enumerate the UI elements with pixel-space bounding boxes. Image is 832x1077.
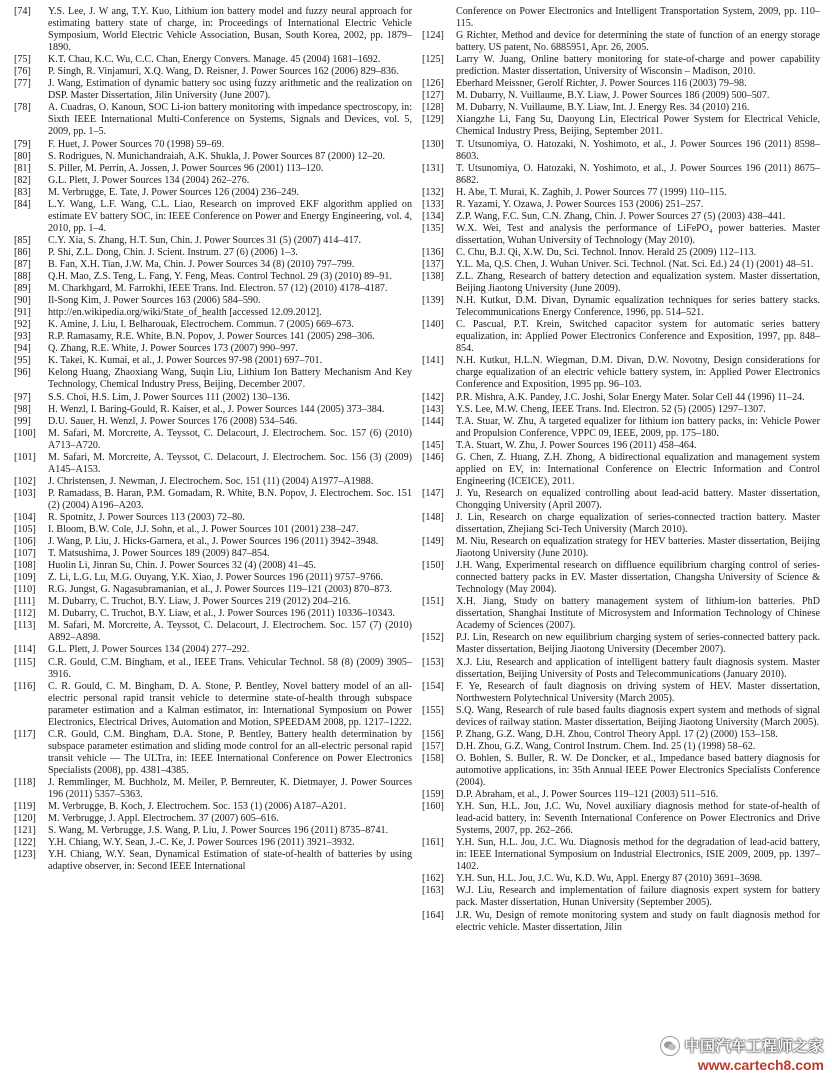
reference-text: Conference on Power Electronics and Intelligent Transportation System, 2009, pp. 110–115. [456, 6, 820, 30]
reference-text: T. Utsunomiya, O. Hatozaki, N. Yoshimoto, et al., J. Power Sources 196 (2011) 8598–8603. [456, 138, 820, 162]
reference-entry [14, 319, 412, 331]
reference-number: [87] [14, 258, 31, 270]
reference-text: M. Charkhgard, M. Farrokhi, IEEE Trans. Ind. Electron. 57 (12) (2010) 4178–4187. [48, 283, 388, 295]
reference-number: [150] [422, 560, 444, 572]
reference-entry [14, 657, 412, 681]
reference-text: T.A. Stuart, W. Zhu, J. Power Sources 196 (2011) 458–464. [456, 439, 697, 451]
reference-text: T. Matsushima, J. Power Sources 189 (2009) 847–854. [48, 548, 270, 560]
reference-text: R.G. Jungst, G. Nagasubramanian, et al., J. Power Sources 119–121 (2003) 870–873. [48, 584, 392, 596]
reference-text: Z.P. Wang, F.C. Sun, C.N. Zhang, Chin. J. Power Sources 27 (5) (2003) 438–441. [456, 210, 786, 222]
reference-text: K. Amine, J. Liu, I. Belharouak, Electrochem. Commun. 7 (2005) 669–673. [48, 319, 354, 331]
reference-text: M. Safari, M. Morcrette, A. Teyssot, C. Delacourt, J. Electrochem. Soc. 156 (3) (2009) A145–A153. [48, 451, 412, 475]
reference-number: [99] [14, 415, 31, 427]
reference-entry [422, 223, 820, 247]
reference-entry [422, 295, 820, 319]
reference-number: [138] [422, 271, 444, 283]
reference-entry [14, 596, 412, 608]
reference-entry [14, 102, 412, 138]
reference-number: [81] [14, 162, 31, 174]
reference-text: Y.H. Sun, H.L. Jou, J.C. Wu, Novel auxiliary diagnosis method for state-of-health of lead-acid battery, in: Seventh International Conference on Power Electronics and Drive Systems, 2007, pp. 262–266. [456, 801, 820, 837]
reference-entry [14, 199, 412, 235]
reference-entry [14, 163, 412, 175]
reference-entry [14, 620, 412, 644]
reference-text: D.U. Sauer, H. Wenzl, J. Power Sources 176 (2008) 534–546. [48, 415, 298, 427]
reference-text: Q. Zhang, R.E. White, J. Power Sources 173 (2007) 990–997. [48, 343, 298, 355]
reference-text: C.R. Gould, C.M. Bingham, et al., IEEE Trans. Vehicular Technol. 58 (8) (2009) 3905–3916. [48, 656, 412, 680]
reference-number: [164] [422, 909, 444, 921]
reference-number: [84] [14, 198, 31, 210]
reference-entry [14, 524, 412, 536]
reference-text: P. Zhang, G.Z. Wang, D.H. Zhou, Control Theory Appl. 17 (2) (2000) 153–158. [456, 728, 778, 740]
reference-number: [134] [422, 210, 444, 222]
reference-text: L.Y. Wang, L.F. Wang, C.L. Liao, Research on improved EKF algorithm applied on estimate EV battery SOC, in: IEEE Conference on Power and Energy Engineering, vol. 4, 2010, pp. 1–4. [48, 198, 412, 234]
reference-number: [163] [422, 885, 444, 897]
reference-entry [422, 78, 820, 90]
reference-number: [131] [422, 162, 444, 174]
reference-number: [94] [14, 343, 31, 355]
reference-entry [14, 729, 412, 777]
reference-number: [122] [14, 837, 36, 849]
reference-number: [157] [422, 740, 444, 752]
reference-entry [14, 404, 412, 416]
reference-entry [14, 560, 412, 572]
reference-text: K.T. Chau, K.C. Wu, C.C. Chan, Energy Convers. Manage. 45 (2004) 1681–1692. [48, 54, 381, 66]
reference-entry [14, 307, 412, 319]
reference-text: G. Chen, Z. Huang, Z.H. Zhong, A bidirectional equalization and management system applied on EV, in: International Conference on Electric Information and Control Engineering (ICEICE), 2011. [456, 451, 820, 487]
reference-entry [422, 885, 820, 909]
reference-number: [132] [422, 186, 444, 198]
reference-entry [14, 825, 412, 837]
reference-text: Z.L. Zhang, Research of battery detection and equalization system. Master dissertation, Beijing Jiaotong University (June 2009). [456, 271, 820, 295]
reference-entry [14, 428, 412, 452]
reference-text: W.J. Liu, Research and implementation of failure diagnosis expert system for battery pack. Master dissertation, Hunan University (September 2005). [456, 885, 820, 909]
reference-entry [422, 440, 820, 452]
reference-text: M. Verbrugge, E. Tate, J. Power Sources 126 (2004) 236–249. [48, 186, 299, 198]
reference-text: J. Remmlinger, M. Buchholz, M. Meiler, P. Bernreuter, K. Dietmayer, J. Power Sources 196 (2011) 5357–5363. [48, 777, 412, 801]
reference-number: [96] [14, 367, 31, 379]
reference-number: [79] [14, 138, 31, 150]
reference-number: [100] [14, 427, 36, 439]
reference-number: [129] [422, 114, 444, 126]
reference-number: [142] [422, 391, 444, 403]
reference-number: [159] [422, 789, 444, 801]
reference-entry [14, 416, 412, 428]
reference-entry [422, 596, 820, 632]
reference-text: S.S. Choi, H.S. Lim, J. Power Sources 111 (2002) 130–136. [48, 391, 290, 403]
reference-entry [422, 259, 820, 271]
reference-number: [158] [422, 752, 444, 764]
reference-entry [422, 187, 820, 199]
reference-text: D.H. Zhou, G.Z. Wang, Control Instrum. Chem. Ind. 25 (1) (1998) 58–62. [456, 740, 756, 752]
reference-text: Y.S. Lee, M.W. Cheng, IEEE Trans. Ind. Electron. 52 (5) (2005) 1297–1307. [456, 403, 766, 415]
reference-text: Y.H. Sun, H.L. Jou, J.C. Wu. Diagnosis method for the degradation of lead-acid battery, in: IEEE International Symposium on Industrial Electronics, ISIE 2009, 2009, pp. 1397–1402. [456, 837, 820, 873]
reference-entry [14, 777, 412, 801]
reference-number: [153] [422, 656, 444, 668]
reference-entry [422, 355, 820, 391]
reference-entry [422, 705, 820, 729]
reference-text: Il-Song Kim, J. Power Sources 163 (2006) 584–590. [48, 295, 261, 307]
reference-number: [120] [14, 813, 36, 825]
reference-entry [422, 657, 820, 681]
reference-text: X.J. Liu, Research and application of intelligent battery fault diagnosis system. Master dissertation, Beijing University of Posts and Telecommunications (January 2010). [456, 656, 820, 680]
reference-number: [89] [14, 283, 31, 295]
reference-number: [127] [422, 90, 444, 102]
reference-text: N.H. Kutkut, D.M. Divan, Dynamic equalization techniques for series battery stacks. Telecommunications Energy Conference, 1996, pp. 514–521. [456, 295, 820, 319]
reference-text: J. Wang, Estimation of dynamic battery soc using fuzzy arithmetic and the realization on DSP. Master Dissertation, Jilin University (June 2007). [48, 78, 412, 102]
reference-number: [106] [14, 536, 36, 548]
reference-number: [91] [14, 307, 31, 319]
reference-text: Y.H. Sun, H.L. Jou, J.C. Wu, K.D. Wu, Appl. Energy 87 (2010) 3691–3698. [456, 873, 763, 885]
reference-number: [130] [422, 138, 444, 150]
reference-text: M. Verbrugge, B. Koch, J. Electrochem. Soc. 153 (1) (2006) A187–A201. [48, 801, 347, 813]
reference-number: [76] [14, 66, 31, 78]
reference-number: [80] [14, 150, 31, 162]
reference-entry [422, 560, 820, 596]
reference-entry [14, 6, 412, 54]
reference-text: R. Yazami, Y. Ozawa, J. Power Sources 153 (2006) 251–257. [456, 198, 704, 210]
reference-entry [422, 416, 820, 440]
watermark-site-name: 中国汽车工程师之家 [684, 1037, 824, 1055]
reference-entry [14, 608, 412, 620]
reference-number: [162] [422, 873, 444, 885]
reference-number: [113] [14, 620, 36, 632]
reference-entry [14, 584, 412, 596]
reference-text: S. Rodrigues, N. Munichandraiah, A.K. Shukla, J. Power Sources 87 (2000) 12–20. [48, 150, 385, 162]
reference-text: D.P. Abraham, et al., J. Power Sources 119–121 (2003) 511–516. [456, 789, 719, 801]
reference-number: [139] [422, 295, 444, 307]
reference-number: [111] [14, 596, 36, 608]
reference-text: J. Yu, Research on equalized controlling about lead-acid battery. Master dissertation, Chongqing University (April 2007). [456, 487, 820, 511]
reference-entry [14, 259, 412, 271]
reference-number: [92] [14, 319, 31, 331]
reference-entry [14, 355, 412, 367]
reference-entry [14, 235, 412, 247]
reference-text: Eberhard Meissner, Gerolf Richter, J. Power Sources 116 (2003) 79–98. [456, 78, 747, 90]
reference-entry [422, 873, 820, 885]
reference-number: [136] [422, 246, 444, 258]
reference-text: X.H. Jiang, Study on battery management system of lithium-ion batteries. PhD dissertation, Shanghai Institute of Microsystem and Information Technology of Chinese Academy of Sciences (2007). [456, 596, 820, 632]
reference-text: C. R. Gould, C. M. Bingham, D. A. Stone, P. Bentley, Novel battery model of an all-electric personal rapid transit vehicle to determine state-of-health through subspace parameter estimation and a Kalman estimator, in: International Symposium on Power Electronics, Electrical Drives, Automation and Motion, SPEEDAM 2008, pp. 1217–1222. [48, 680, 412, 728]
reference-text: P.J. Lin, Research on new equilibrium charging system of series-connected battery pack. Master dissertation, Beijing Jiaotong University (December 2007). [456, 632, 820, 656]
reference-entry [422, 90, 820, 102]
reference-text: C. Chu, B.J. Qi, X.W. Du, Sci. Technol. Innov. Herald 25 (2009) 112–113. [456, 246, 757, 258]
reference-entry [14, 681, 412, 729]
reference-entry [422, 271, 820, 295]
reference-entry [14, 271, 412, 283]
reference-entry [14, 175, 412, 187]
reference-number: [155] [422, 704, 444, 716]
reference-entry [14, 295, 412, 307]
reference-number: [95] [14, 355, 31, 367]
reference-text: F. Ye, Research of fault diagnosis on driving system of HEV. Master dissertation, Northwestern Polytechnical University (March 2005). [456, 680, 820, 704]
reference-text: O. Bohlen, S. Buller, R. W. De Doncker, et al., Impedance based battery diagnosis for automotive applications, in: 35th Annual IEEE Power Electronics Specialists Conference (2004). [456, 752, 820, 788]
reference-text: T. Utsunomiya, O. Hatozaki, N. Yoshimoto, et al., J. Power Sources 196 (2011) 8675–8682. [456, 162, 820, 186]
reference-entry [422, 632, 820, 656]
reference-entry [422, 114, 820, 138]
reference-text: G.L. Plett, J. Power Sources 134 (2004) 277–292. [48, 644, 250, 656]
reference-number: [86] [14, 246, 31, 258]
reference-entry [422, 199, 820, 211]
reference-entry [14, 849, 412, 873]
reference-entry [14, 536, 412, 548]
reference-entry [422, 319, 820, 355]
reference-entry [422, 681, 820, 705]
reference-entry [14, 488, 412, 512]
reference-number: [156] [422, 728, 444, 740]
reference-number: [75] [14, 54, 31, 66]
reference-text: S. Piller, M. Perrin, A. Jossen, J. Power Sources 96 (2001) 113–120. [48, 162, 324, 174]
reference-number: [160] [422, 801, 444, 813]
reference-text: M. Niu, Research on equalization strategy for HEV batteries. Master dissertation, Beijing Jiaotong University (June 2010). [456, 536, 820, 560]
reference-text: M. Dubarry, N. Vuillaume, B.Y. Liaw, Int. J. Energy Res. 34 (2010) 216. [456, 102, 750, 114]
reference-text: Larry W. Juang, Online battery monitoring for state-of-charge and power capability prediction. Master dissertation, University of Wisconsin – Madison, 2010. [456, 54, 820, 78]
reference-number: [116] [14, 680, 36, 692]
reference-text: G Richter, Method and device for determining the state of function of an energy storage battery. US patent, No. 6885951, Apr. 26, 2005. [456, 30, 820, 54]
reference-entry [422, 801, 820, 837]
right-reference-column [422, 6, 820, 934]
reference-text: Xiangzhe Li, Fang Su, Daoyong Lin, Electrical Power System for Electrical Vehicle, Chemical Industry Press, Beijing, September 2011. [456, 114, 820, 138]
reference-entry [422, 837, 820, 873]
reference-text: J. Christensen, J. Newman, J. Electrochem. Soc. 151 (11) (2004) A1977–A1988. [48, 475, 374, 487]
reference-entry [422, 139, 820, 163]
left-reference-column [14, 6, 412, 873]
reference-number: [149] [422, 536, 444, 548]
reference-entry [422, 753, 820, 789]
reference-number: [110] [14, 584, 36, 596]
reference-text: Huolin Li, Jinran Su, Chin. J. Power Sources 32 (4) (2008) 41–45. [48, 560, 317, 572]
reference-entry [14, 367, 412, 391]
reference-text: J. Wang, P. Liu, J. Hicks-Garnera, et al., J. Power Sources 196 (2011) 3942–3948. [48, 536, 379, 548]
reference-entry [422, 392, 820, 404]
reference-text: P. Ramadass, B. Haran, P.M. Gomadam, R. White, B.N. Popov, J. Electrochem. Soc. 151 (2) (2004) A196–A203. [48, 487, 412, 511]
reference-entry [422, 536, 820, 560]
reference-number: [124] [422, 30, 444, 42]
reference-number: [126] [422, 78, 444, 90]
reference-text: Q.H. Mao, Z.S. Teng, L. Fang, Y. Feng, Meas. Control Technol. 29 (3) (2010) 89–91. [48, 271, 392, 283]
reference-entry [14, 837, 412, 849]
reference-number: [107] [14, 548, 36, 560]
reference-text: J.H. Wang, Experimental research on diffluence equilibrium charging control of series-connected battery packs in EV. Master dissertation, Changsha University of Science & Technology (May 2004). [456, 560, 820, 596]
reference-text: S.Q. Wang, Research of rule based faults diagnosis expert system and methods of signal devices of railway station. Master dissertation, Beijing Jiaotong University (March 2005). [456, 704, 820, 728]
reference-entry [422, 211, 820, 223]
reference-text: A. Cuadras, O. Kanoun, SOC Li-ion battery monitoring with impedance spectroscopy, in: Sixth IEEE International Multi-Conference on Systems, Signals and Devices, vol. 5, 2009, pp. 1–5. [48, 102, 412, 138]
reference-text: F. Huet, J. Power Sources 70 (1998) 59–69. [48, 138, 225, 150]
reference-number: [90] [14, 295, 31, 307]
reference-text: http://en.wikipedia.org/wiki/State_of_health [accessed 12.09.2012]. [48, 307, 322, 319]
reference-entry [14, 247, 412, 259]
reference-text: Y.H. Chiang, W.Y. Sean, Dynamical Estimation of state-of-health of batteries by using adaptive observer, in: Second IEEE International [48, 849, 412, 873]
reference-entry [14, 139, 412, 151]
reference-number: [144] [422, 415, 444, 427]
reference-entry [422, 102, 820, 114]
reference-number: [104] [14, 511, 36, 523]
reference-number: [146] [422, 451, 444, 463]
reference-number: [145] [422, 439, 444, 451]
reference-text: H. Wenzl, I. Baring-Gould, R. Kaiser, et al., J. Power Sources 144 (2005) 373–384. [48, 403, 385, 415]
reference-entry [14, 78, 412, 102]
reference-number: [109] [14, 572, 36, 584]
reference-number: [88] [14, 271, 31, 283]
reference-number: [125] [422, 54, 444, 66]
reference-text: Kelong Huang, Zhaoxiang Wang, Suqin Liu, Lithium Ion Battery Mechanism And Key Technology, Chemical Industry Press, Beijing, December 2007. [48, 367, 412, 391]
reference-entry [422, 30, 820, 54]
reference-entry [422, 910, 820, 934]
reference-entry [14, 512, 412, 524]
reference-number: [74] [14, 6, 31, 17]
reference-number: [108] [14, 560, 36, 572]
reference-entry [14, 548, 412, 560]
reference-entry [14, 813, 412, 825]
reference-text: C.R. Gould, C.M. Bingham, D.A. Stone, P. Bentley, Battery health determination by subspace parameter estimation and sliding mode control for an all-electric personal rapid transit vehicle — The ULTra, in: IEEE International Conference on Power Electronics Specialists (2008), pp. 4381–4385. [48, 728, 412, 776]
reference-entry [14, 54, 412, 66]
reference-number: [143] [422, 403, 444, 415]
reference-entry [422, 512, 820, 536]
reference-text: J.R. Wu, Design of remote monitoring system and study on fault diagnosis method for electric vehicle. Master dissertation, Jilin [456, 909, 820, 933]
reference-number: [105] [14, 524, 36, 536]
reference-number: [112] [14, 608, 36, 620]
reference-text: P. Singh, R. Vinjamuri, X.Q. Wang, D. Reisner, J. Power Sources 162 (2006) 829–836. [48, 66, 399, 78]
reference-text: C.Y. Xia, S. Zhang, H.T. Sun, Chin. J. Power Sources 31 (5) (2007) 414–417. [48, 234, 362, 246]
reference-text: M. Dubarry, N. Vuillaume, B.Y. Liaw, J. Power Sources 186 (2009) 500–507. [456, 90, 770, 102]
reference-text: Y.L. Ma, Q.S. Chen, J. Wuhan Univer. Sci. Technol. (Nat. Sci. Ed.) 24 (1) (2001) 48–51. [456, 258, 814, 270]
reference-number: [119] [14, 801, 36, 813]
reference-number: [152] [422, 632, 444, 644]
reference-text: M. Verbrugge, J. Appl. Electrochem. 37 (2007) 605–616. [48, 813, 279, 825]
reference-number: [102] [14, 475, 36, 487]
reference-text: J. Lin, Research on charge equalization of series-connected traction battery. Master dissertation, Zhejiang Sci-Tech University (March 2010). [456, 511, 820, 536]
reference-entry [422, 789, 820, 801]
reference-entry [422, 247, 820, 259]
reference-text: M. Safari, M. Morcrette, A. Teyssot, C. Delacourt, J. Electrochem. Soc. 157 (7) (2010) A892–A898. [48, 620, 412, 644]
reference-text: T.A. Stuar, W. Zhu, A targeted equalizer for lithium ion battery packs, in: Vehicle Power and Propulsion Conference, VPPC 09, IEEE, 2009, pp. 175–180. [456, 415, 820, 439]
reference-number: [121] [14, 825, 36, 837]
reference-number: [128] [422, 102, 444, 114]
reference-entry [422, 54, 820, 78]
reference-number: [141] [422, 355, 444, 367]
reference-text: I. Bloom, B.W. Cole, J.J. Sohn, et al., J. Power Sources 101 (2001) 238–247. [48, 524, 359, 536]
reference-number: [103] [14, 487, 36, 499]
reference-number: [101] [14, 451, 36, 463]
reference-text: C. Pascual, P.T. Krein, Switched capacitor system for automatic series battery equalization, in: Applied Power Electronics Conference and Exposition, 1997, pp. 848–854. [456, 319, 820, 355]
reference-text: W.X. Wei, Test and analysis the performance of LiFePO₄ power batteries. Master dissertation, Wuhan University of Technology (May 2010). [456, 222, 820, 246]
reference-entry [14, 644, 412, 656]
reference-number: [83] [14, 186, 31, 198]
reference-entry [422, 163, 820, 187]
reference-number: [117] [14, 728, 36, 740]
reference-number: [154] [422, 680, 444, 692]
reference-entry [422, 452, 820, 488]
watermark [660, 1035, 824, 1073]
reference-text: P. Shi, Z.L. Dong, Chin. J. Scient. Instrum. 27 (6) (2006) 1–3. [48, 246, 298, 258]
reference-entry [14, 572, 412, 584]
reference-number: [137] [422, 258, 444, 270]
reference-text: Z. Li, L.G. Lu, M.G. Ouyang, Y.K. Xiao, J. Power Sources 196 (2011) 9757–9766. [48, 572, 383, 584]
reference-number: [148] [422, 511, 444, 523]
reference-text: M. Dubarry, C. Truchot, B.Y. Liaw, J. Power Sources 219 (2012) 204–216. [48, 596, 351, 608]
reference-number: [78] [14, 102, 31, 114]
reference-entry [422, 741, 820, 753]
reference-entry [422, 729, 820, 741]
reference-number: [161] [422, 837, 444, 849]
reference-number: [118] [14, 777, 36, 788]
reference-entry [422, 488, 820, 512]
reference-entry [14, 66, 412, 78]
reference-entry [14, 801, 412, 813]
reference-number: [93] [14, 331, 31, 343]
reference-text: K. Takei, K. Kumai, et al., J. Power Sources 97-98 (2001) 697–701. [48, 355, 323, 367]
reference-text: M. Dubarry, C. Truchot, B.Y. Liaw, et al., J. Power Sources 196 (2011) 10336–10343. [48, 608, 395, 620]
reference-text: Y.S. Lee, J. W ang, T.Y. Kuo, Lithium ion battery model and fuzzy neural approach for estimating battery state of charge, in: Proceedings of International Electric Vehicle Symposium, World Electric Vehicle Association, Busan, South Korea, 2002, pp. 1879–1890. [48, 6, 412, 54]
reference-number: [147] [422, 487, 444, 499]
reference-text: M. Safari, M. Morcrette, A. Teyssot, C. Delacourt, J. Electrochem. Soc. 157 (6) (2010) A713–A720. [48, 427, 412, 451]
reference-entry [14, 187, 412, 199]
reference-number: [97] [14, 391, 31, 403]
watermark-url[interactable]: www.cartech8.com [697, 1057, 824, 1073]
reference-text: Y.H. Chiang, W.Y. Sean, J.-C. Ke, J. Power Sources 196 (2011) 3921–3932. [48, 837, 355, 849]
wechat-logo-icon [660, 1036, 680, 1056]
reference-entry [14, 283, 412, 295]
reference-text: S. Wang, M. Verbrugge, J.S. Wang, P. Liu, J. Power Sources 196 (2011) 8735–8741. [48, 825, 389, 837]
reference-number: [140] [422, 319, 444, 331]
reference-text: R. Spotnitz, J. Power Sources 113 (2003) 72–80. [48, 511, 245, 523]
reference-entry [14, 343, 412, 355]
reference-number: [123] [14, 849, 36, 861]
reference-text: B. Fan, X.H. Tian, J.W. Ma, Chin. J. Power Sources 34 (8) (2010) 797–799. [48, 258, 355, 270]
reference-entry [14, 476, 412, 488]
reference-number: [151] [422, 596, 444, 608]
reference-text: G.L. Plett, J. Power Sources 134 (2004) 262–276. [48, 174, 250, 186]
reference-number: [135] [422, 222, 444, 234]
reference-number: [133] [422, 198, 444, 210]
reference-text: N.H. Kutkut, H.L.N. Wiegman, D.M. Divan, D.W. Novotny, Design considerations for charge equalization of an electric vehicle battery system, in: Applied Power Electronics Conference and Exposition, 1995 pp. 96–103. [456, 355, 820, 391]
reference-number: [85] [14, 234, 31, 246]
reference-number: [77] [14, 78, 31, 90]
reference-entry [14, 331, 412, 343]
reference-text: H. Abe, T. Murai, K. Zaghib, J. Power Sources 77 (1999) 110–115. [456, 186, 727, 198]
reference-entry [422, 404, 820, 416]
reference-number: [114] [14, 644, 36, 656]
reference-entry [14, 452, 412, 476]
reference-text: R.P. Ramasamy, R.E. White, B.N. Popov, J. Power Sources 141 (2005) 298–306. [48, 331, 375, 343]
reference-number: [82] [14, 174, 31, 186]
reference-entry [422, 6, 820, 30]
reference-entry [14, 151, 412, 163]
reference-number: [98] [14, 403, 31, 415]
reference-text: P.R. Mishra, A.K. Pandey, J.C. Joshi, Solar Energy Mater. Solar Cell 44 (1996) 11–24. [456, 391, 805, 403]
reference-entry [14, 392, 412, 404]
reference-number: [115] [14, 656, 36, 668]
